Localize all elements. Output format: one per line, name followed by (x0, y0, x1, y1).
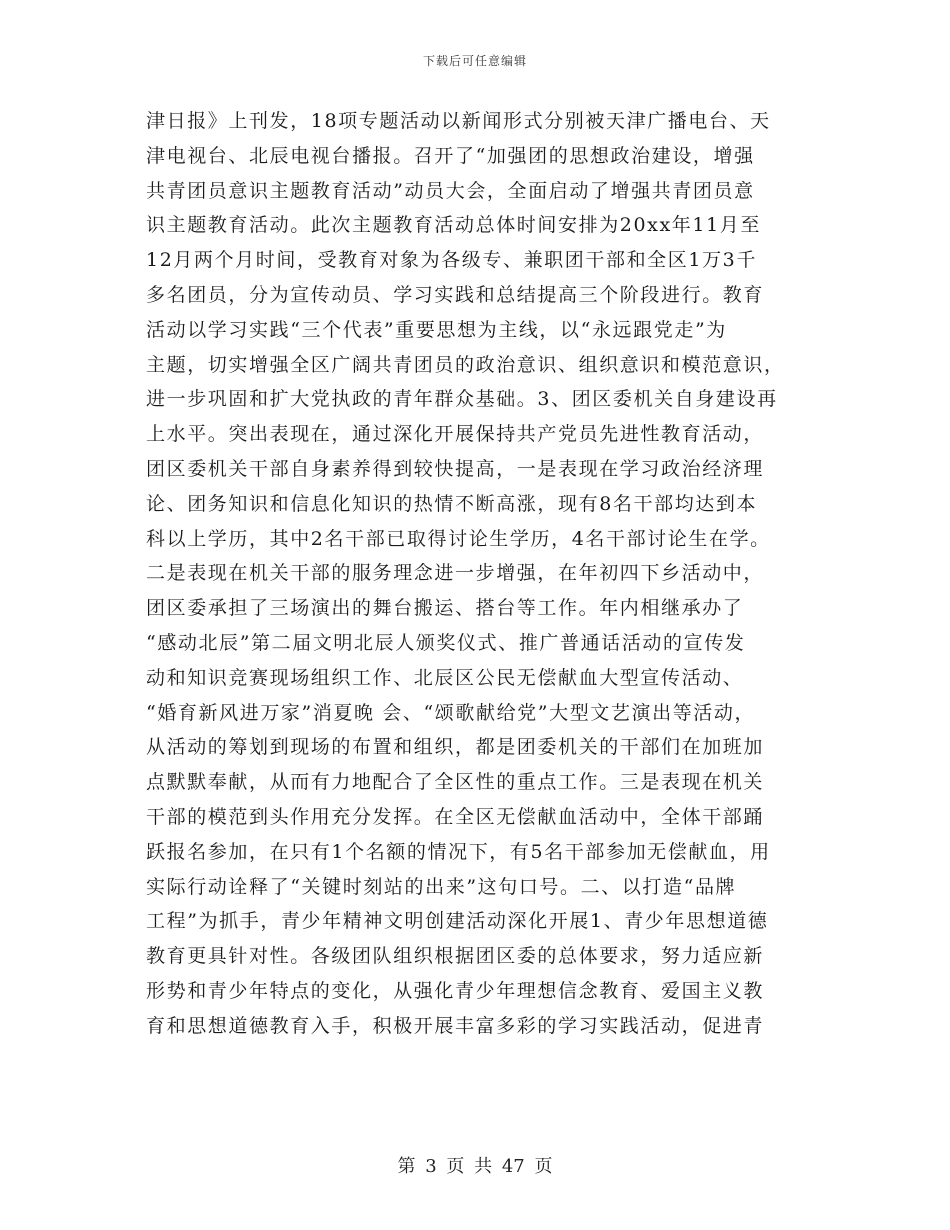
body-line: 共青团员意识主题教育活动”动员大会，全面启动了增强共青团员意 (146, 179, 755, 202)
body-line: 上水平。突出表现在，通过深化开展保持共产党员先进性教育活动， (146, 423, 765, 446)
body-line: “感动北辰”第二届文明北辰人颁奖仪式、推广普通话活动的宣传发 (146, 631, 746, 654)
body-line: 团区委承担了三场演出的舞台搬运、搭台等工作。年内相继承办了 (146, 597, 744, 620)
body-line: 点默默奉献，从而有力地配合了全区性的重点工作。三是表现在机关 (146, 771, 765, 794)
body-line: 论、团务知识和信息化知识的热情不断高涨，现有8名干部均达到本 (146, 492, 758, 515)
page-number-footer: 第 3 页 共 47 页 (397, 1156, 553, 1177)
body-line: 动和知识竞赛现场组织工作、北辰区公民无偿献血大型宣传活动、 (146, 666, 744, 689)
body-line: 跃报名参加，在只有1个名额的情况下，有5名干部参加无偿献血，用 (146, 840, 771, 863)
body-line: 识主题教育活动。此次主题教育活动总体时间安排为20xx年11月至 (146, 214, 761, 237)
body-line: 实际行动诠释了“关键时刻站的出来”这句口号。二、以打造“品牌 (146, 875, 737, 898)
body-line: 进一步巩固和扩大党执政的青年群众基础。3、团区委机关自身建设再 (146, 388, 778, 411)
body-line: 育和思想道德教育入手，积极开展丰富多彩的学习实践活动，促进青 (146, 1014, 765, 1037)
body-line: 科以上学历，其中2名干部已取得讨论生学历，4名干部讨论生在学。 (146, 527, 771, 550)
body-line: 活动以学习实践“三个代表”重要思想为主线，以“永远跟党走”为 (146, 318, 727, 341)
body-line: 团区委机关干部自身素养得到较快提高，一是表现在学习政治经济理 (146, 457, 765, 480)
body-line: 多名团员，分为宣传动员、学习实践和总结提高三个阶段进行。教育 (146, 283, 765, 306)
body-line: 形势和青少年特点的变化，从强化青少年理想信念教育、爱国主义教 (146, 979, 765, 1002)
body-line: 教育更具针对性。各级团队组织根据团区委的总体要求，努力适应新 (146, 945, 765, 968)
body-line: 津电视台、北辰电视台播报。召开了“加强团的思想政治建设，增强 (146, 144, 755, 167)
body-line: 主题，切实增强全区广阔共青团员的政治意识、组织意识和模范意识， (146, 353, 785, 376)
page-header: 下载后可任意编辑 (422, 54, 527, 68)
body-line: 干部的模范到头作用充分发挥。在全区无偿献血活动中，全体干部踊 (146, 805, 765, 828)
body-line: 12月两个月时间，受教育对象为各级专、兼职团干部和全区1万3千 (146, 249, 757, 272)
body-line: 津日报》上刊发，18项专题活动以新闻形式分别被天津广播电台、天 (146, 110, 771, 132)
body-line: “婚育新风进万家”消夏晚 会、“颂歌献给党”大型文艺演出等活动， (146, 701, 756, 724)
body-line: 工程”为抓手，青少年精神文明创建活动深化开展1、青少年思想道德 (146, 910, 769, 933)
document-body (146, 104, 846, 1044)
body-line: 二是表现在机关干部的服务理念进一步增强，在年初四下乡活动中， (146, 562, 765, 585)
body-line: 从活动的筹划到现场的布置和组织，都是团委机关的干部们在加班加 (146, 736, 765, 759)
